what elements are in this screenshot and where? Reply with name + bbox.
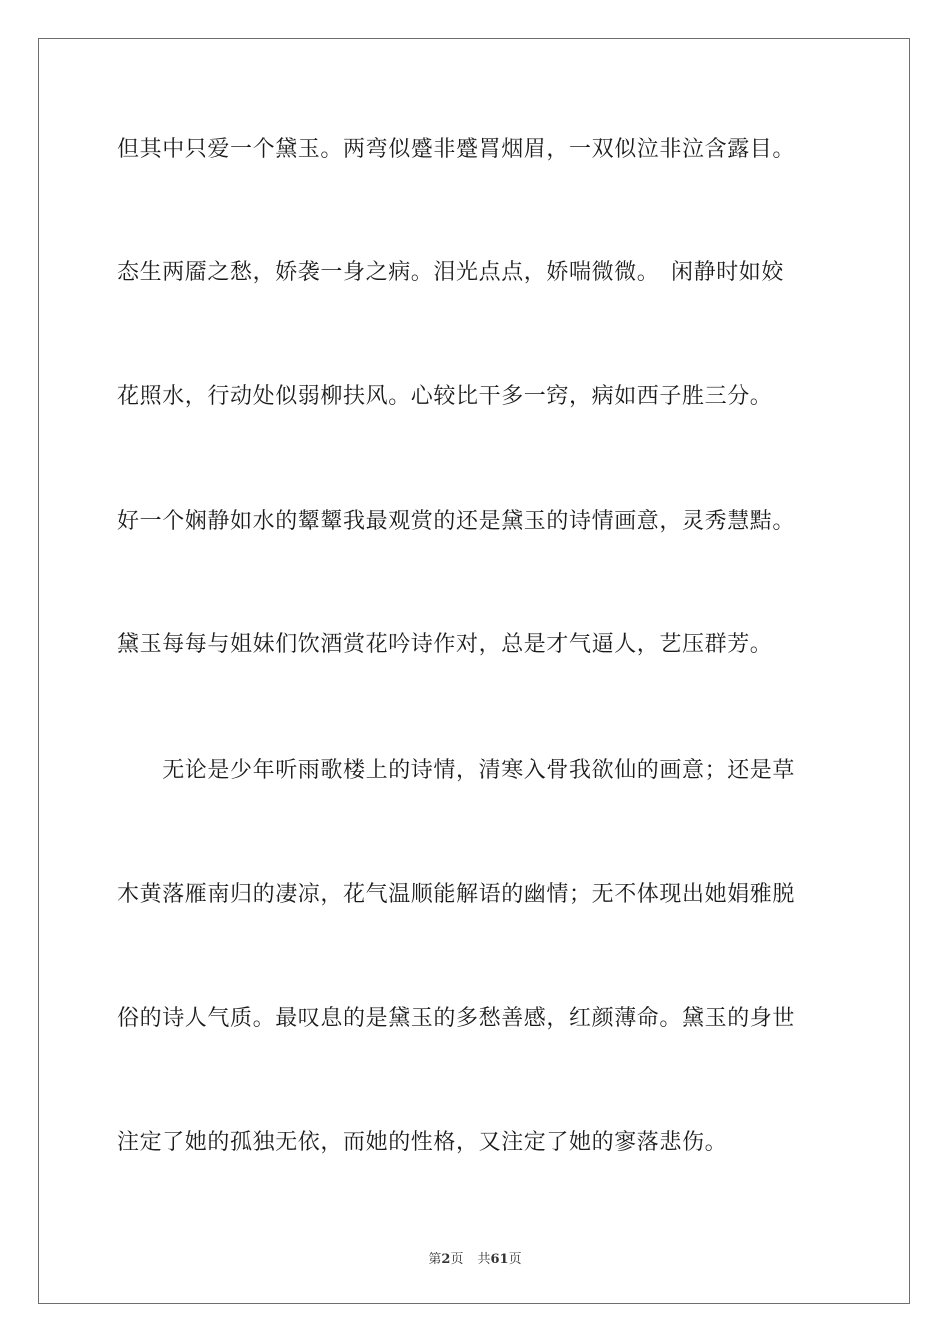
total-prefix: 共	[477, 1252, 491, 1267]
text-line-5: 黛玉每每与姐妹们饮酒赏花吟诗作对，总是才气逼人，艺压群芳。	[117, 632, 773, 657]
total-pages: 61	[490, 1252, 509, 1267]
text-line-1: 但其中只爱一个黛玉。两弯似蹙非蹙罥烟眉，一双似泣非泣含露目。	[117, 137, 796, 162]
text-line-2: 态生两靥之愁，娇袭一身之病。泪光点点，娇喘微微。 闲静时如姣	[117, 260, 785, 285]
page-prefix: 第	[428, 1252, 442, 1267]
text-line-7: 木黄落雁南归的凄凉，花气温顺能解语的幽情；无不体现出她娟雅脱	[117, 882, 796, 907]
text-line-4: 好一个娴静如水的颦颦我最观赏的还是黛玉的诗情画意，灵秀慧黠。	[117, 509, 796, 534]
text-line-8: 俗的诗人气质。最叹息的是黛玉的多愁善感，红颜薄命。黛玉的身世	[117, 1006, 796, 1031]
page-footer	[0, 1248, 950, 1267]
text-line-9: 注定了她的孤独无依，而她的性格，又注定了她的寥落悲伤。	[117, 1130, 728, 1155]
text-line-3: 花照水，行动处似弱柳扶风。心较比干多一窍，病如西子胜三分。	[117, 384, 773, 409]
page-suffix: 页	[450, 1252, 464, 1267]
text-line-6: 无论是少年听雨歌楼上的诗情，清寒入骨我欲仙的画意；还是草	[117, 758, 796, 783]
total-suffix: 页	[508, 1252, 522, 1267]
page-number: 2	[441, 1252, 451, 1267]
page-border	[38, 38, 910, 1304]
